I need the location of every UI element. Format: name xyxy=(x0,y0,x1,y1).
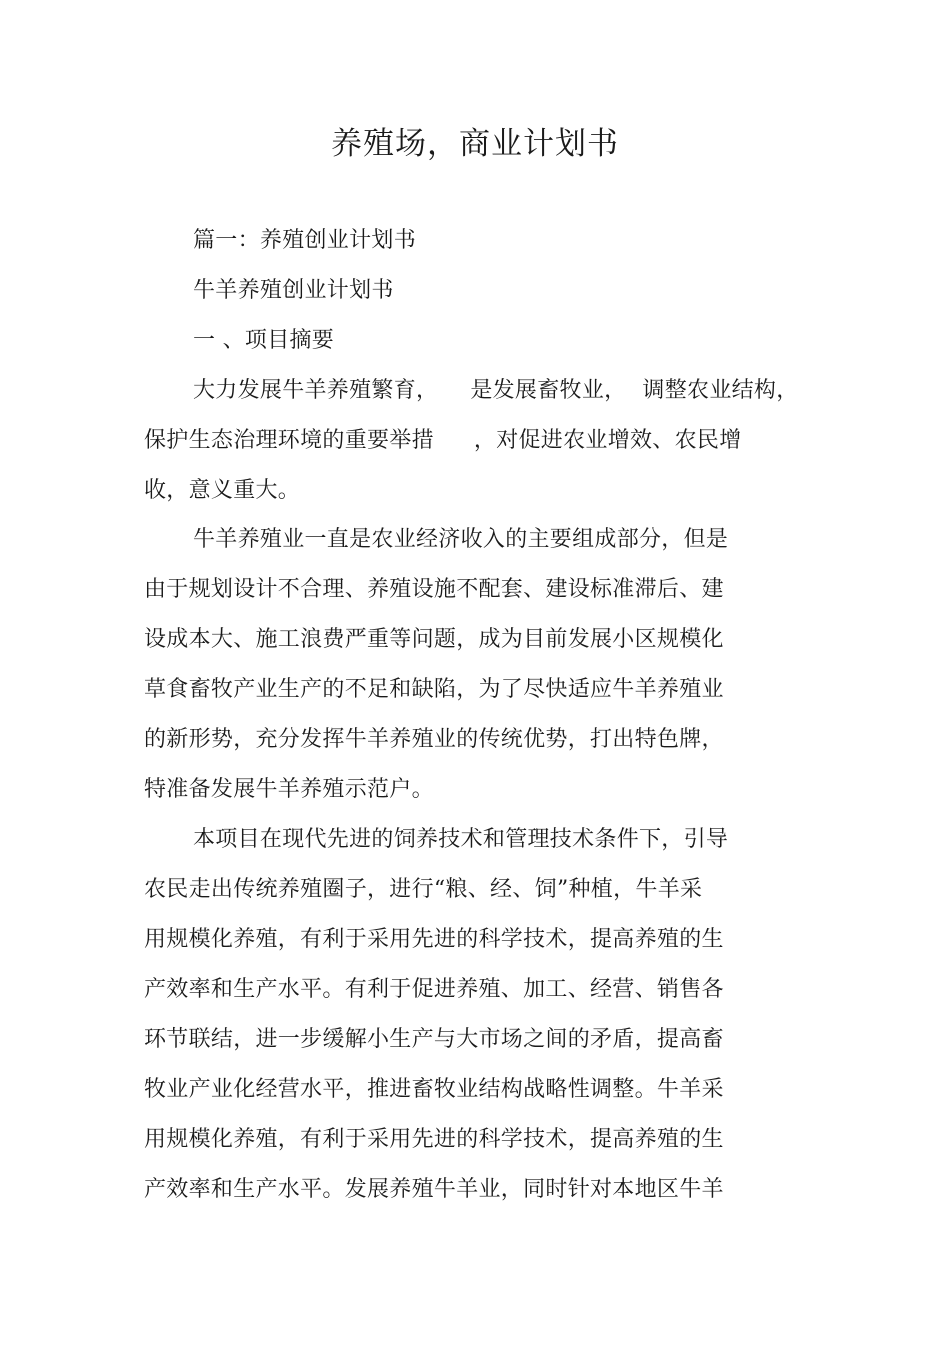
heading-chapter: 篇一：养殖创业计划书 xyxy=(193,228,417,253)
paragraph-line: 收，意义重大。 xyxy=(144,478,301,503)
paragraph-line: 草食畜牧产业生产的不足和缺陷，为了尽快适应牛羊养殖业 xyxy=(144,677,724,702)
paragraph-line: 用规模化养殖，有利于采用先进的科学技术，提高养殖的生 xyxy=(144,927,724,952)
paragraph-line: 牧业产业化经营水平，推进畜牧业结构战略性调整。牛羊采 xyxy=(144,1077,724,1102)
text-segment: 保护生态治理环境的重要举措 xyxy=(144,428,434,453)
text-segment: 调整农业结构， xyxy=(642,378,799,403)
paragraph-line: 特准备发展牛羊养殖示范户。 xyxy=(144,777,434,802)
document-title: 养殖场，商业计划书 xyxy=(331,126,619,162)
paragraph-line: 设成本大、施工浪费严重等问题，成为目前发展小区规模化 xyxy=(144,627,724,652)
paragraph-line: 由于规划设计不合理、养殖设施不配套、建设标准滞后、建 xyxy=(144,577,724,602)
paragraph-line xyxy=(193,376,799,406)
paragraph-line: 用规模化养殖，有利于采用先进的科学技术，提高养殖的生 xyxy=(144,1127,724,1152)
text-segment: 大力发展牛羊养殖繁育， xyxy=(193,378,439,403)
paragraph-line: 牛羊养殖业一直是农业经济收入的主要组成部分，但是 xyxy=(193,527,729,552)
heading-plan-title: 牛羊养殖创业计划书 xyxy=(193,278,394,303)
paragraph-line xyxy=(144,426,742,456)
paragraph-line: 的新形势，充分发挥牛羊养殖业的传统优势，打出特色牌， xyxy=(144,727,724,752)
section-heading: 一 、项目摘要 xyxy=(193,328,335,353)
paragraph-line: 农民走出传统养殖圈子，进行“粮、经、饲”种植，牛羊采 xyxy=(144,877,703,902)
paragraph-line: 产效率和生产水平。发展养殖牛羊业，同时针对本地区牛羊 xyxy=(144,1177,724,1202)
paragraph-line: 产效率和生产水平。有利于促进养殖、加工、经营、销售各 xyxy=(144,977,724,1002)
paragraph-line: 本项目在现代先进的饲养技术和管理技术条件下，引导 xyxy=(193,827,729,852)
paragraph-line: 环节联结，进一步缓解小生产与大市场之间的矛盾，提高畜 xyxy=(144,1027,724,1052)
text-segment: 是发展畜牧业， xyxy=(470,378,627,403)
text-segment: ，对促进农业增效、农民增 xyxy=(473,428,742,453)
